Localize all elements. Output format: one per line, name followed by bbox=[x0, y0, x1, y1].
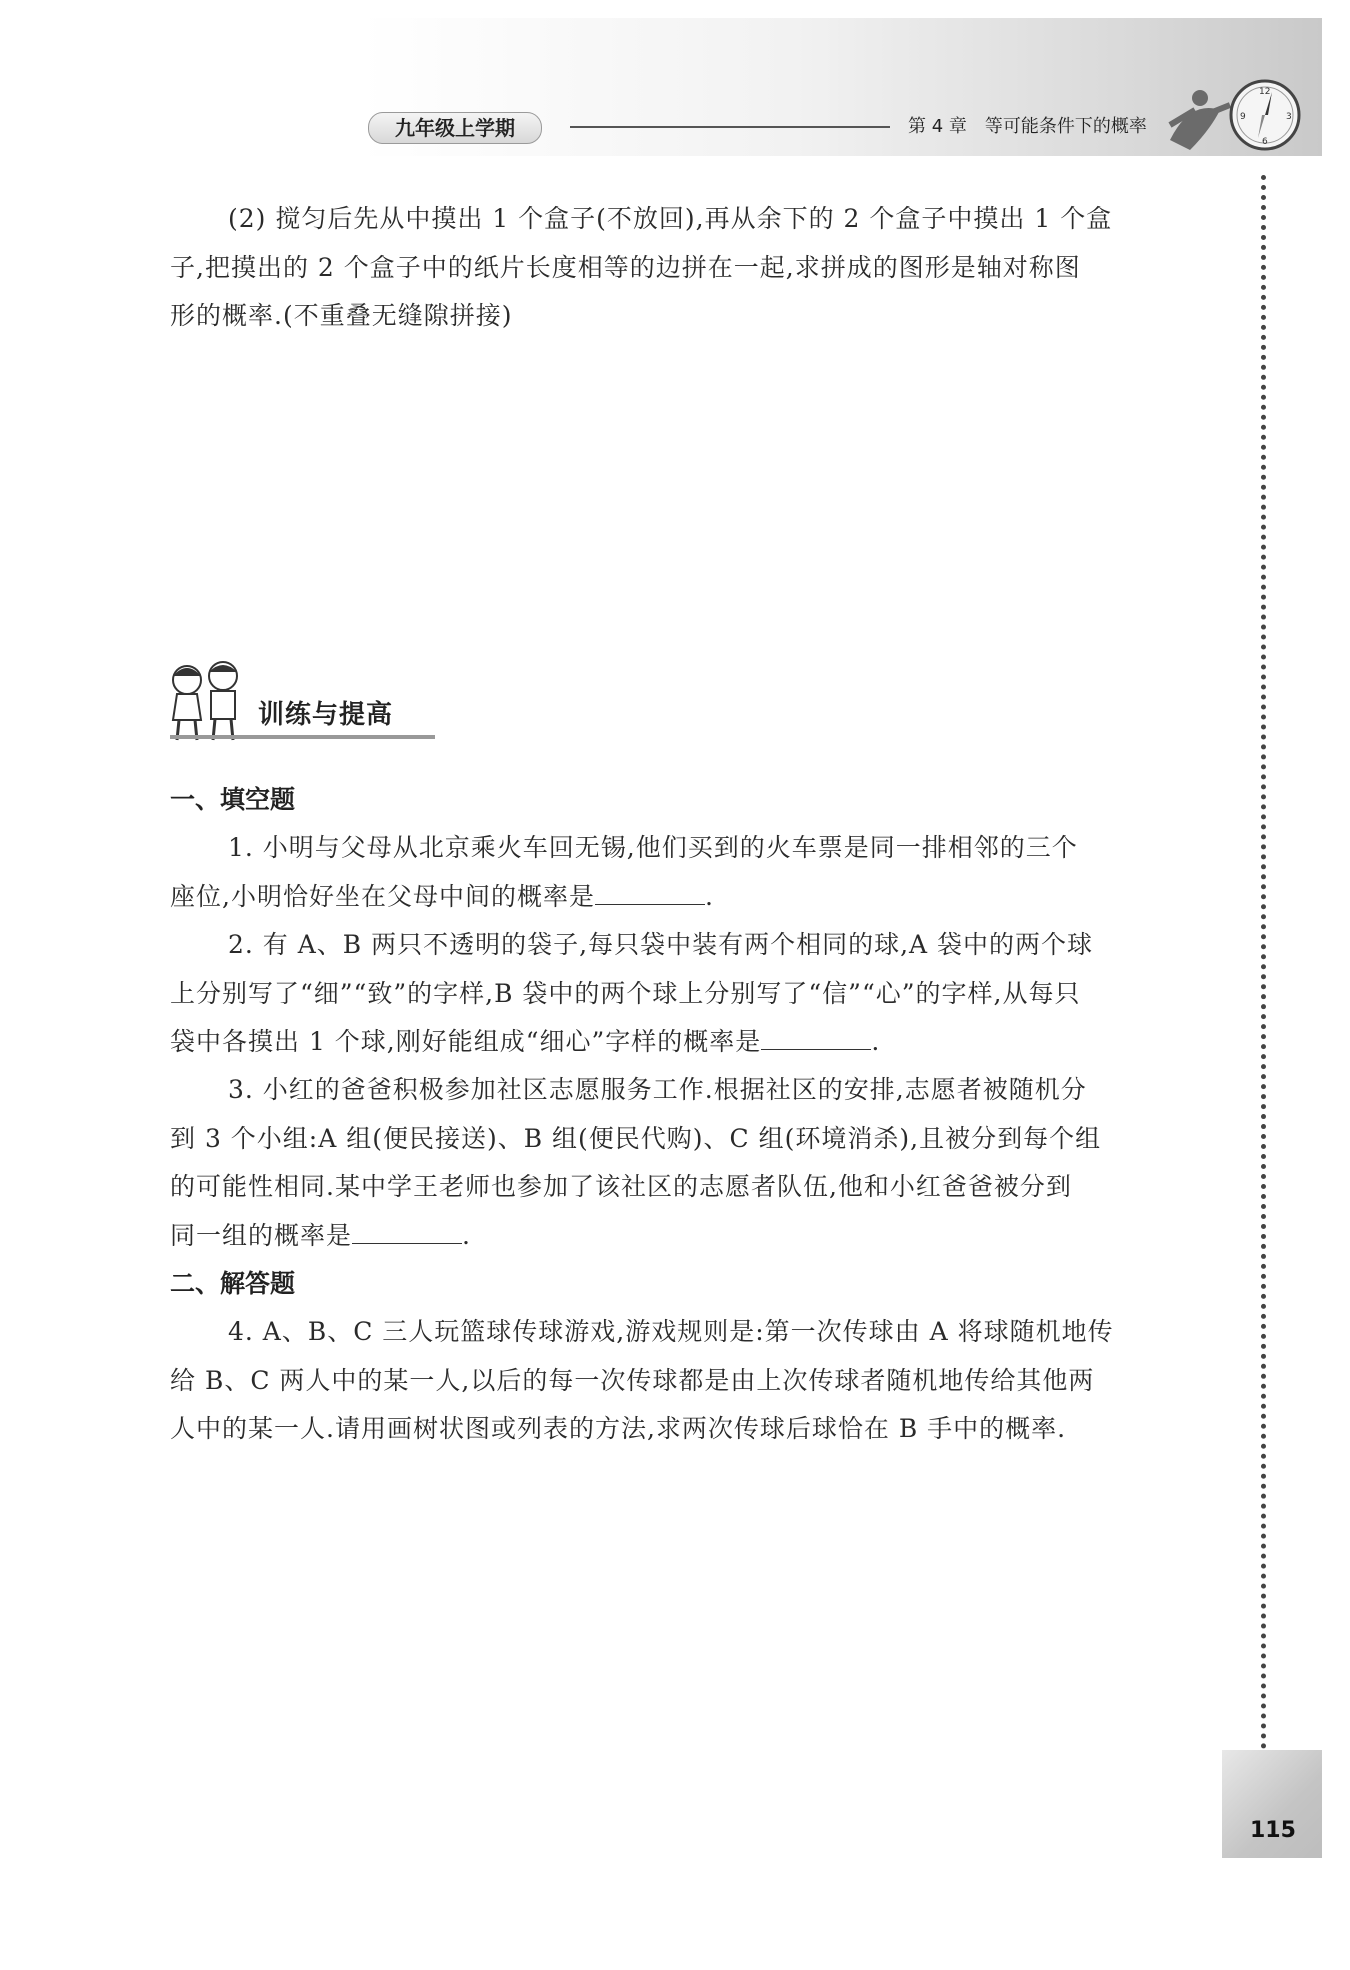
continued-question bbox=[170, 195, 1170, 341]
part1-title: 一、填空题 bbox=[170, 785, 296, 814]
text-line: 子,把摸出的 2 个盒子中的纸片长度相等的边拼在一起,求拼成的图形是轴对称图 bbox=[170, 252, 1081, 282]
part2-title: 二、解答题 bbox=[170, 1269, 296, 1298]
chapter-label bbox=[908, 112, 1165, 142]
punct: . bbox=[462, 1220, 471, 1250]
grade-text: 九年级上学期 bbox=[395, 116, 515, 140]
question-3 bbox=[170, 1066, 1170, 1260]
punct: . bbox=[871, 1027, 881, 1056]
svg-text:9: 9 bbox=[1240, 112, 1246, 122]
text-line: 给 B、C 两人中的某一人,以后的每一次传球都是由上次传球者随机地传给其他两 bbox=[170, 1365, 1095, 1395]
text-line: 袋中各摸出 1 个球,刚好能组成“细心”字样的概率是 bbox=[170, 1027, 762, 1056]
text-line: (2) 搅匀后先从中摸出 1 个盒子(不放回),再从余下的 2 个盒子中摸出 1 个盒 bbox=[228, 204, 1113, 233]
svg-text:6: 6 bbox=[1262, 137, 1268, 147]
answer-blank[interactable] bbox=[761, 1029, 871, 1050]
header-rule bbox=[570, 126, 890, 128]
text-line: 4. A、B、C 三人玩篮球传球游戏,游戏规则是:第一次传球由 A 将球随机地传 bbox=[228, 1317, 1114, 1346]
text-line: 3. 小红的爸爸积极参加社区志愿服务工作.根据社区的安排,志愿者被随机分 bbox=[228, 1075, 1087, 1104]
text-line: 同一组的概率是 bbox=[170, 1220, 353, 1250]
text-line: 上分别写了“细”“致”的字样,B 袋中的两个球上分别写了“信”“心”的字样,从每只 bbox=[170, 978, 1081, 1008]
page-number: 115 bbox=[1250, 1818, 1296, 1843]
text-line: 形的概率.(不重叠无缝隙拼接) bbox=[170, 301, 513, 330]
runner-clock-icon bbox=[1160, 70, 1310, 160]
question-4 bbox=[170, 1308, 1170, 1454]
svg-text:3: 3 bbox=[1286, 112, 1292, 122]
text-line: 2. 有 A、B 两只不透明的袋子,每只袋中装有两个相同的球,A 袋中的两个球 bbox=[228, 930, 1094, 959]
answer-blank[interactable] bbox=[352, 1223, 462, 1244]
text-line: 座位,小明恰好坐在父母中间的概率是 bbox=[170, 881, 595, 911]
grade-label bbox=[368, 112, 542, 144]
section-banner-title: 训练与提高 bbox=[258, 700, 394, 730]
punct: . bbox=[704, 881, 714, 911]
text-line: 的可能性相同.某中学王老师也参加了该社区的志愿者队伍,他和小红爸爸被分到 bbox=[170, 1172, 1072, 1201]
banner-underline bbox=[170, 735, 435, 739]
text-line: 到 3 个小组:A 组(便民接送)、B 组(便民代购)、C 组(环境消杀),且被分到每个组 bbox=[170, 1123, 1102, 1153]
question-2 bbox=[170, 921, 1170, 1067]
margin-dotted-line bbox=[1261, 175, 1266, 1750]
chapter-title: 等可能条件下的概率 bbox=[984, 116, 1147, 137]
chapter-number: 第 4 章 bbox=[908, 116, 967, 137]
text-line: 人中的某一人.请用画树状图或列表的方法,求两次传球后球恰在 B 手中的概率. bbox=[170, 1414, 1067, 1443]
svg-text:12: 12 bbox=[1259, 87, 1271, 97]
text-line: 1. 小明与父母从北京乘火车回无锡,他们买到的火车票是同一排相邻的三个 bbox=[228, 833, 1078, 862]
answer-blank[interactable] bbox=[595, 884, 705, 905]
question-1 bbox=[170, 824, 1170, 921]
